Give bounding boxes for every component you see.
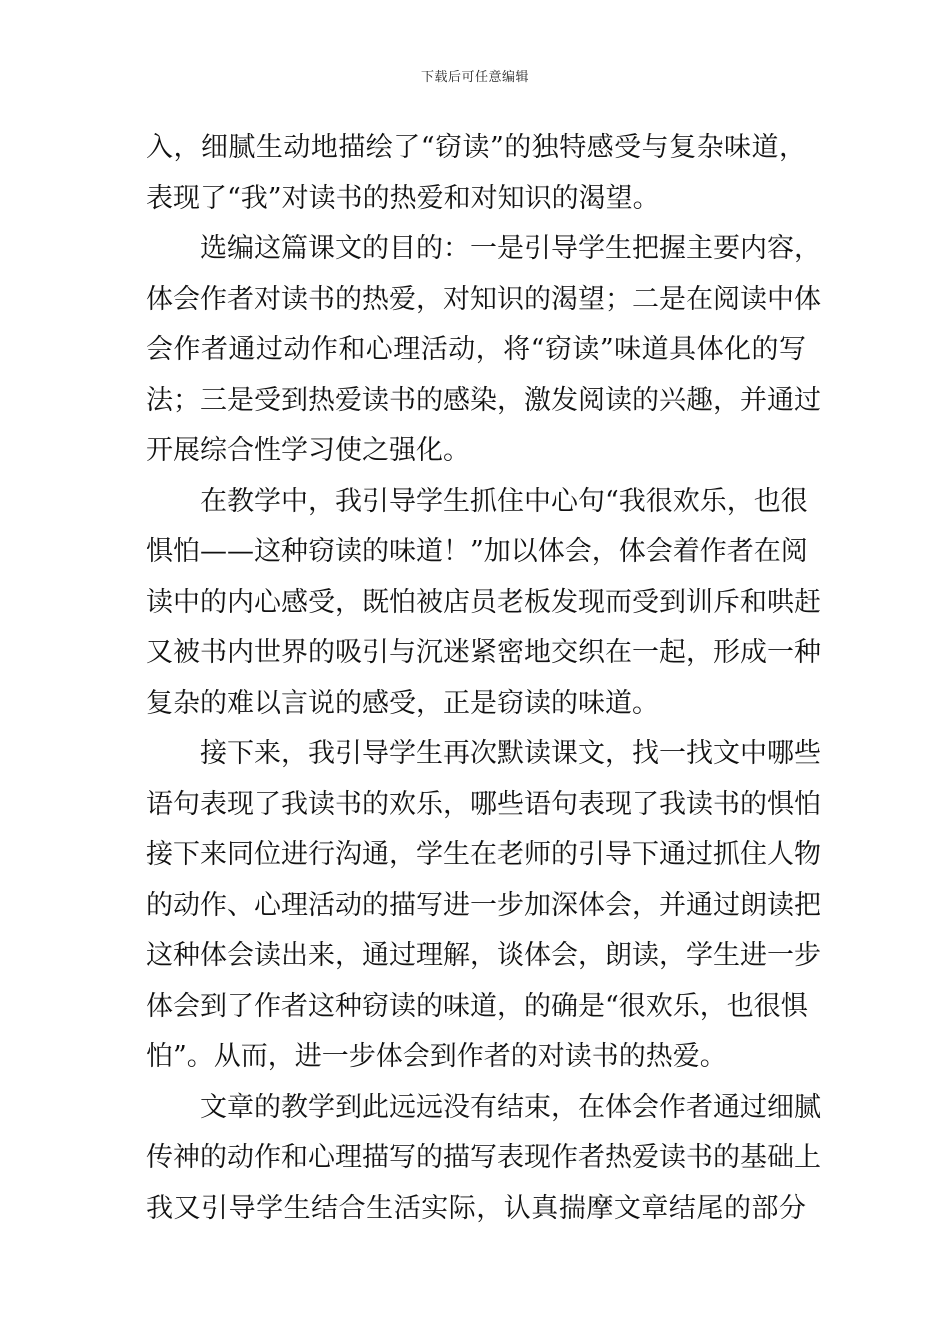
text-line: 接下来同位进行沟通，学生在老师的引导下通过抓住人物: [146, 839, 821, 870]
text-line: 传神的动作和心理描写的描写表现作者热爱读书的基础上: [146, 1142, 821, 1173]
text-line: 法；三是受到热爱读书的感染，激发阅读的兴趣，并通过: [146, 384, 821, 416]
text-line: 在教学中，我引导学生抓住中心句“我很欢乐，也很: [200, 485, 808, 517]
text-line: 会作者通过动作和心理活动，将“窃读”味道具体化的写: [146, 334, 806, 365]
document-body: [146, 128, 821, 1239]
text-line: 语句表现了我读书的欢乐，哪些语句表现了我读书的惧怕: [146, 788, 821, 820]
text-line: 读中的内心感受，既怕被店员老板发现而受到训斥和哄赶: [146, 586, 821, 618]
text-line: 文章的教学到此远远没有结束，在体会作者通过细腻: [200, 1091, 821, 1123]
text-line: 选编这篇课文的目的：一是引导学生把握主要内容，: [200, 233, 821, 264]
text-line: 开展综合性学习使之强化。: [146, 435, 470, 466]
page-header: 下载后可任意编辑: [420, 70, 529, 85]
text-line: 接下来，我引导学生再次默读课文，找一找文中哪些: [200, 738, 821, 769]
text-line: 表现了“我”对读书的热爱和对知识的渴望。: [146, 182, 660, 214]
text-line: 这种体会读出来，通过理解，谈体会，朗读，学生进一步: [146, 940, 821, 971]
text-line: 体会作者对读书的热爱，对知识的渴望；二是在阅读中体: [146, 283, 821, 315]
text-line: 复杂的难以言说的感受，正是窃读的味道。: [146, 687, 659, 719]
text-line: 入，细腻生动地描绘了“窃读”的独特感受与复杂味道，: [146, 132, 806, 163]
text-line: 的动作、心理活动的描写进一步加深体会，并通过朗读把: [146, 889, 821, 921]
text-line: 体会到了作者这种窃读的味道，的确是“很欢乐，也很惧: [146, 990, 808, 1022]
text-line: 惧怕——这种窃读的味道！”加以体会，体会着作者在阅: [146, 536, 808, 567]
text-line: 怕”。从而，进一步体会到作者的对读书的热爱。: [146, 1041, 727, 1072]
text-line: 又被书内世界的吸引与沉迷紧密地交织在一起，形成一种: [146, 637, 821, 668]
text-line: 我又引导学生结合生活实际，认真揣摩文章结尾的部分: [146, 1192, 806, 1224]
